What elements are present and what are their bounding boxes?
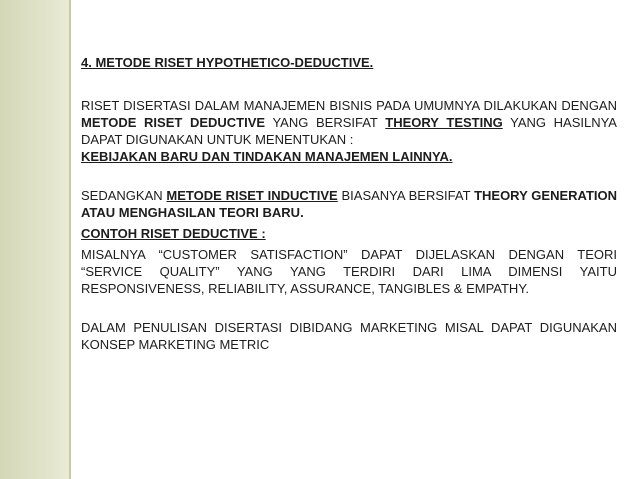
paragraph-contoh: CONTOH RISET DEDUCTIVE : <box>81 226 266 241</box>
p1-text-3: YANG HASILNYA DAPAT DIGUNAKAN UNTUK MENENTUKAN : <box>81 115 617 147</box>
paragraph-deductive <box>81 97 617 148</box>
p3-text-1: SEDANGKAN <box>81 188 167 203</box>
paragraph-kebijakan: KEBIJAKAN BARU DAN TINDAKAN MANAJEMEN LAINNYA. <box>81 149 453 164</box>
paragraph-marketing: DALAM PENULISAN DISERTASI DIBIDANG MARKETING MISAL DAPAT DIGUNAKAN KONSEP MARKETING METRIC <box>81 320 617 352</box>
p3-bold-theory-generation: THEORY GENERATION ATAU MENGHASILAN TEORI BARU. <box>81 188 618 220</box>
p3-text-2: BIASANYA BERSIFAT <box>337 188 475 203</box>
slide-body <box>81 54 617 353</box>
p1-bold-deductive: METODE RISET DEDUCTIVE <box>81 115 266 130</box>
p1-bold-theory-testing: THEORY TESTING <box>385 115 503 130</box>
p1-text-2: YANG BERSIFAT <box>265 115 386 130</box>
paragraph-misalnya: MISALNYA “CUSTOMER SATISFACTION” DAPAT DIJELASKAN DENGAN TEORI “SERVICE QUALITY” YANG YANG TERDIRI DARI LIMA DIMENSI YAITU RESPONSIVENESS, RELIABILITY, ASSURANCE, TANGIBLES & EMPATHY. <box>81 247 617 296</box>
p3-bold-inductive: METODE RISET INDUCTIVE <box>166 188 338 203</box>
p1-text-1: RISET DISERTASI DALAM MANAJEMEN BISNIS PADA UMUMNYA DILAKUKAN DENGAN <box>81 98 617 113</box>
slide-heading: 4. METODE RISET HYPOTHETICO-DEDUCTIVE. <box>81 55 374 70</box>
left-accent-band <box>0 0 71 479</box>
left-accent-line <box>69 0 71 479</box>
paragraph-inductive <box>81 187 617 221</box>
